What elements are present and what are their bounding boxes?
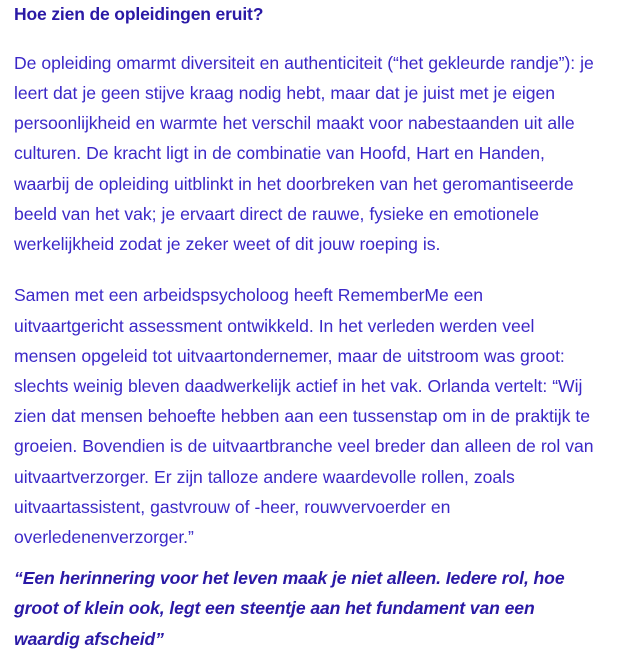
body-paragraph-1: De opleiding omarmt diversiteit en authenticiteit (“het gekleurde randje”): je leert dat je geen stijve kraag nodig hebt, maar dat je juist met je eigen persoonlijkheid en warmte het verschil maakt voor nabestaanden uit alle culturen. De kracht ligt in de combinatie van Hoofd, Hart en Handen, waarbij de opleiding uitblinkt in het doorbreken van het geromantiseerde beeld van het vak; je ervaart direct de rauwe, fysieke en emotionele werkelijkheid zodat je zeker weet of dit jouw roeping is. (14, 52, 594, 255)
quote-spacer (14, 552, 595, 563)
body-paragraph-2: Samen met een arbeidspsycholoog heeft RememberMe een uitvaartgericht assessment ontwikkeld. In het verleden werden veel mensen opgeleid tot uitvaartondernemer, maar de uitstroom was groot: slechts weinig bleven daadwerkelijk actief in het vak. Orlanda vertelt: “Wij zien dat mensen behoefte hebben aan een tussenstap om in de praktijk te groeien. Bovendien is de uitvaartbranche veel breder dan alleen de rol van uitvaartverzorger. Er zijn talloze andere waardevolle rollen, zoals uitvaartassistent, gastvrouw of -heer, rouwvervoerder en overledenenverzorger.” (14, 285, 594, 547)
pull-quote: “Een herinnering voor het leven maak je niet alleen. Iedere rol, hoe groot of klein ook, legt een steentje aan het fundament van een waardig afscheid” (14, 568, 565, 649)
page-title: Hoe zien de opleidingen eruit? (14, 4, 264, 24)
